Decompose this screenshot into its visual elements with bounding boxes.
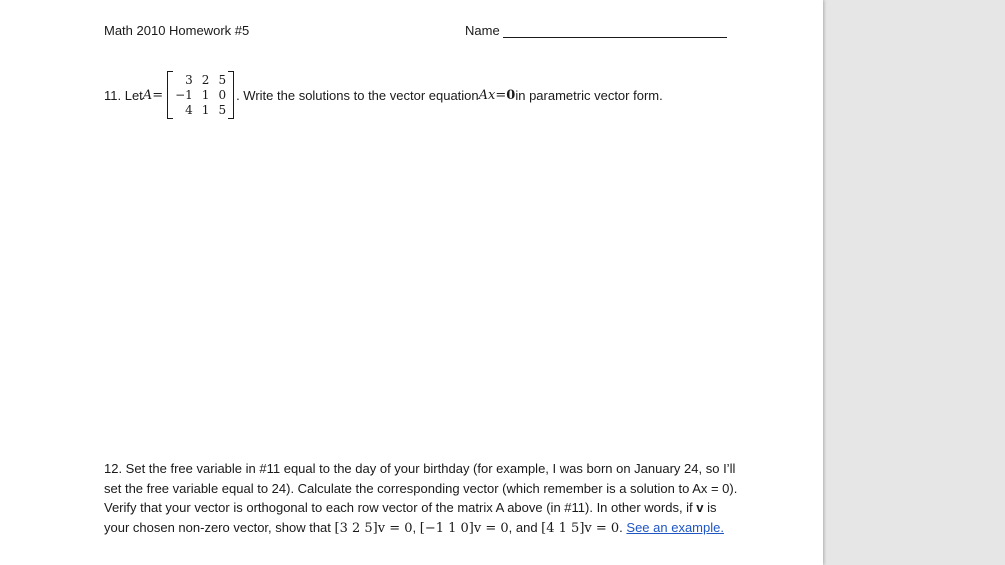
name-label: Name [465, 23, 500, 38]
matrix-grid [173, 73, 228, 118]
matrix-cell: 2 [201, 72, 210, 87]
q11-text-after: in parametric vector form. [515, 87, 663, 103]
q12-row1-equation: [3 2 5]v = 0 [334, 520, 413, 536]
q12-sep-1: , [412, 519, 420, 535]
matrix-cell: 0 [218, 87, 227, 102]
q11-equals: = [152, 87, 164, 103]
matrix-a [167, 71, 234, 119]
question-12 [104, 459, 744, 538]
q12-end: . [619, 519, 627, 535]
matrix-cell: −1 [175, 87, 193, 102]
q12-text-2: is your chosen non-zero vector, show that [104, 500, 717, 535]
matrix-cell: 1 [201, 87, 210, 102]
matrix-cell: 5 [218, 102, 227, 117]
q12-bold-v: v [696, 500, 704, 515]
q11-prefix: 11. Let [104, 87, 143, 103]
matrix-cell: 5 [218, 72, 227, 87]
q12-row3-equation: [4 1 5]v = 0 [541, 520, 620, 536]
name-blank-line [503, 37, 727, 38]
q12-sep-2: , and [508, 519, 542, 535]
see-example-link[interactable]: See an example. [626, 519, 724, 535]
q12-text-1: 12. Set the free variable in #11 equal to the day of your birthday (for example, I was born on January 24, so I’ll set the free variable equal to 24). Calculate the corresponding vector (which remember is a solution to Ax = 0). Verify that your vector is orthogonal to each row vector of the matrix A above (in #11). In other words, if [104, 461, 738, 515]
q12-row2-equation: [−1 1 0]v = 0 [419, 520, 509, 536]
q11-eq-equals: = [495, 87, 507, 103]
matrix-cell: 4 [185, 102, 193, 117]
q11-var-a: A [142, 87, 153, 103]
q11-eq-ax: Ax [478, 87, 496, 103]
homework-title: Math 2010 Homework #5 [104, 23, 250, 38]
matrix-cell: 3 [185, 72, 193, 87]
matrix-cell: 1 [201, 102, 210, 117]
q11-eq-zero: 0 [506, 87, 516, 103]
question-11 [104, 70, 663, 120]
q11-text-before: . Write the solutions to the vector equation [236, 87, 479, 103]
matrix-right-bracket [228, 71, 234, 119]
